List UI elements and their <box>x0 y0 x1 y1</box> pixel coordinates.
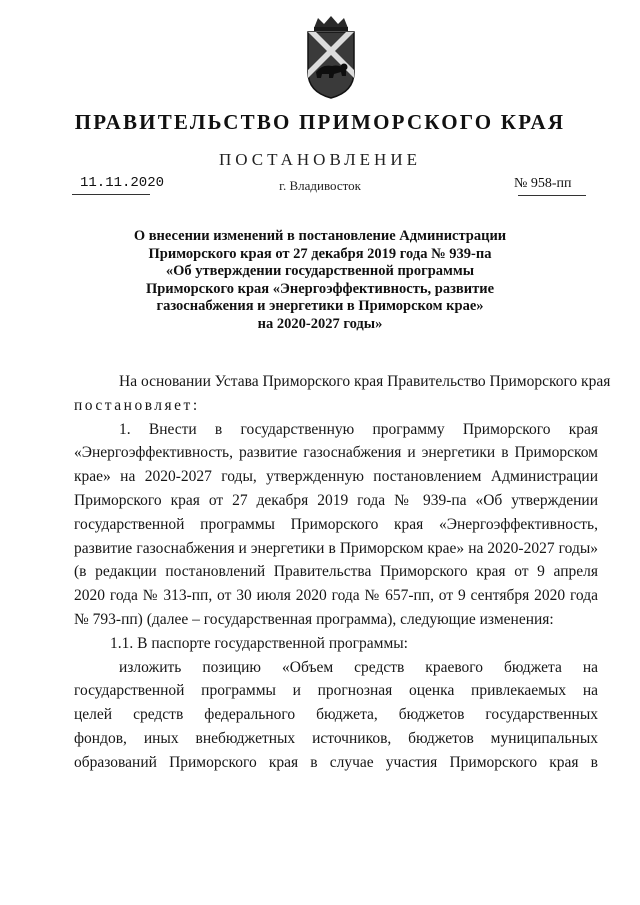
document-body <box>74 370 611 775</box>
body-line: (в редакции постановлений Правительства Приморского края от 9 апреля <box>74 563 598 581</box>
body-line: изложить позицию «Объем средств краевого бюджета на <box>119 658 598 676</box>
number-underline <box>518 195 586 196</box>
document-number: № 958-пп <box>514 176 572 191</box>
body-line: На основании Устава Приморского края Правительство Приморского края <box>119 373 611 390</box>
body-line: образований Приморского края в случае участия Приморского края в <box>74 753 598 771</box>
date-underline <box>72 194 150 195</box>
title-line: О внесении изменений в постановление Администрации <box>133 228 507 244</box>
body-line: постановляет: <box>74 396 200 414</box>
organization-name: ПРАВИТЕЛЬСТВО ПРИМОРСКОГО КРАЯ <box>74 110 566 134</box>
title-line: на 2020-2027 годы» <box>257 315 383 332</box>
body-line: 1. Внести в государственную программу Приморского края <box>119 420 598 438</box>
body-line: государственной программы Приморского края «Энергоэффективность, <box>74 515 598 533</box>
body-line: крае» на 2020-2027 годы, утвержденную постановлением Администрации <box>74 468 598 486</box>
coat-of-arms-icon <box>300 14 362 100</box>
body-line: государственной программы и прогнозная оценка привлекаемых на <box>74 682 598 700</box>
title-line: «Об утверждении государственной программы <box>165 263 475 279</box>
document-type: ПОСТАНОВЛЕНИЕ <box>218 150 421 169</box>
title-line: Приморского края «Энергоэффективность, развитие <box>145 280 495 297</box>
body-line: № 793-пп) (далее – государственная программа), следующие изменения: <box>74 610 554 628</box>
body-line: Приморского края от 27 декабря 2019 года № 939-па «Об утверждении <box>74 491 598 509</box>
body-line: «Энергоэффективность, развитие газоснабжения и энергетики в Приморском <box>74 444 598 462</box>
document-title <box>100 228 540 333</box>
body-line: 1.1. В паспорте государственной программы: <box>110 634 408 652</box>
title-line: газоснабжения и энергетики в Приморском крае» <box>156 298 484 314</box>
body-line: целей средств федерального бюджета, бюджетов государственных <box>74 706 598 724</box>
document-city: г. Владивосток <box>279 178 361 193</box>
body-line: 2020 года № 313-пп, от 30 июля 2020 года № 657-пп, от 9 сентября 2020 года <box>74 587 598 605</box>
body-line: развитие газоснабжения и энергетики в Приморском крае» на 2020-2027 годы» <box>74 539 598 557</box>
body-line: фондов, иных внебюджетных источников, бюджетов муниципальных <box>74 729 598 747</box>
document-date: 11.11.2020 <box>80 175 165 191</box>
title-line: Приморского края от 27 декабря 2019 года № 939-па <box>148 245 492 262</box>
